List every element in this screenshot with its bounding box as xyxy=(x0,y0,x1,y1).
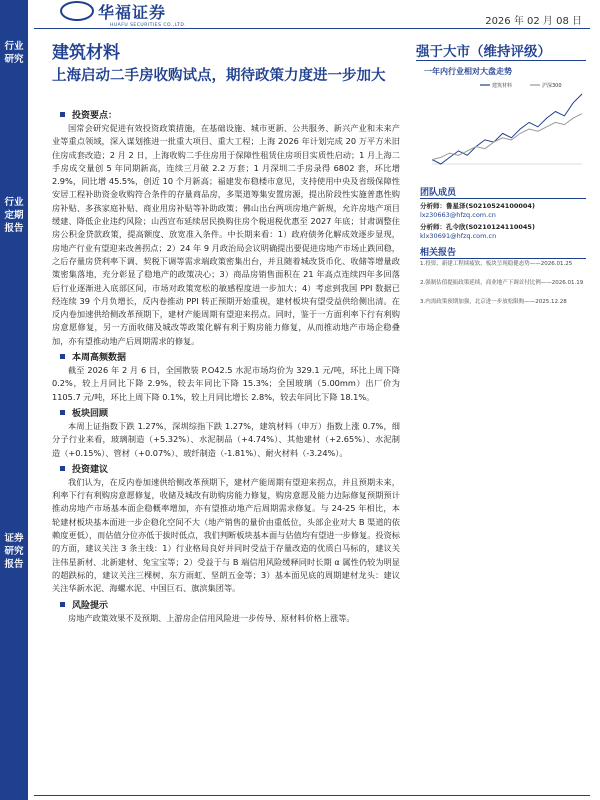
series-line-2 xyxy=(432,114,582,160)
logo-emblem-icon xyxy=(60,1,94,21)
sidebar-label-3: 证券研究报告 xyxy=(4,533,24,570)
chart-caption: 一年内行业相对大盘走势 xyxy=(424,67,512,76)
report-body xyxy=(52,106,400,625)
section-investment-points xyxy=(52,108,400,348)
section-paragraph: 我们认为，在反内卷加速供给侧改革预期下，建材产能周期有望迎来拐点，并且预期未来，利率下行有利购房意愿修复，收储及城改有助购房能力修复，购房意愿及能力边际修复预期预计推动房地产市场基本面企稳概率增加，亦有望推动地产后周期需求修复。与 24-25 年相比，本轮建材板块基本面进一步企稳化空间不大（地产销售的量价由重低位，头部企业对大 B 渠道的依赖度更低），而估值分位亦低于拔时低点，我们判断板块基本面与估值均有望进一步修复。投资标的方面，建议关注 3 条主线：1）行业格局良好并同时受益于存量改造的优质白马标的，建议关注伟星新材、北新建材、兔宝宝等；2）受益于与 B 端信用风险缓释同时长期 α 属性仍较为明显的超跌标的，建议关注三棵树、东方雨虹、坚朗五金等；3）基本面见底的周期建材龙头：建议关注华新水泥、海螺水泥、中国巨石、旗滨集团等。 xyxy=(52,476,400,594)
section-title: 投资要点： xyxy=(52,108,400,121)
section-high-frequency-data xyxy=(52,350,400,404)
related-item-1[interactable]: 1.投资、新建工程续疲软，板块呈现稳健态势——2026.01.25 xyxy=(420,261,573,267)
related-item-2[interactable]: 2.强制估值提振政策延续，商业地产下调首付比例——2026.01.19 xyxy=(420,280,584,286)
sidebar-label-2: 行业定期报告 xyxy=(4,197,24,234)
series-line-1 xyxy=(432,94,582,164)
legend-label: 沪深300 xyxy=(542,83,562,89)
analyst-name: 孔令欣(S0210124110045) xyxy=(446,223,535,231)
rating-badge: 强于大市（维持评级） xyxy=(416,44,551,60)
sidebar-label-1: 行业研究 xyxy=(4,41,24,65)
rating-divider xyxy=(416,60,586,61)
analyst-role: 分析师： xyxy=(420,223,446,231)
analyst-2 xyxy=(420,222,535,231)
analyst-email[interactable]: klx30691@hfzq.com.cn xyxy=(420,232,497,240)
report-title: 上海启动二手房收购试点，期待政策力度进一步加大 xyxy=(52,68,386,84)
header-divider xyxy=(34,28,590,29)
section-paragraph: 国常会研究促进有效投资政策措施，在基础设施、城市更新、公共服务、新兴产业和未来产业等重点领域，深入谋划推进一批重大项目、重大工程；上海 2026 年计划完成 20 万平方米旧住房成套改造；2 月 2 日，上海收购二手住房用于保障性租赁住房项目实质性启动；1 月上海二手房成交量创 5 年同期新高，连续三月破 2.2 万套；1 月深圳二手房录得 6802 套，环比增 2.9%，同比增 45.5%，创近 10 个月新高；福建发布稳楼市意见，支持使用中央及省级保障性安居工程补助资金收购符合条件的存量商品房，多渠道筹集安置房源，提出阶段性实施普惠性购房补贴、多孩家庭补贴、商业用房补贴等补助政策；佛山出台两项房地产新规，允许房地产项目缓建、降低企业违约风险；山西宣布延续居民换购住房个税退税优惠至 2027 年底；甘肃调整住房公积金贷款政策，提高额度、放宽准入条件。中长期来看：1）政府债务化解成效逐步显现，房地产行业有望迎来改善拐点；2）24 年 9 月政治局会议明确提出要促进房地产市场止跌回稳，之后存量房贷利率下调、契税下调等需求端政策密集出台，并且随着城改货币化、收储等增量政策密集落地，充分彰显了稳地产的政策决心；3）商品房销售面积在 21 年高点连续四年多回落后行业逐渐进入底部区间，市场对政策宽松的敏感程度进一步加大；4）考虑到我国 PPI 数据已经连续 39 个月负增长，反内卷推动 PPI 转正预期开始重视，建材板块有望受益供给侧出清。在反内卷加速供给侧改革预期下，建材产能周期有望迎来拐点。同时，鉴于一方面利率下行有利购房意愿修复，另一方面收储及城改等政策化解有利于购房能力修复，从而推动地产市场企稳叠加，亦有望推动地产后周期需求的修复。 xyxy=(52,123,400,346)
section-risk-warning xyxy=(52,598,400,625)
analyst-email[interactable]: lxz30663@hfzq.com.cn xyxy=(420,211,496,219)
team-divider xyxy=(420,198,586,199)
relative-performance-chart xyxy=(428,80,586,170)
section-investment-advice xyxy=(52,462,400,596)
analyst-1 xyxy=(420,201,535,210)
report-date: 2026 年 02 月 08 日 xyxy=(485,16,582,27)
section-title: 板块回顾 xyxy=(52,406,400,419)
section-paragraph: 本周上证指数下跌 1.27%，深圳综指下跌 1.27%，建筑材料（申万）指数上涨 0.7%，细分子行业来看，玻璃制造（+5.32%）、水泥制品（+4.74%）、其他建材（+2.65%）、水泥制造（+0.15%）、管材（+0.07%）、玻纤制造（-1.81%）、耐火材料（-3.24%）。 xyxy=(52,420,400,458)
brand-logo xyxy=(60,0,166,22)
analyst-role: 分析师： xyxy=(420,202,446,210)
left-sidebar xyxy=(0,0,28,800)
related-divider xyxy=(420,258,586,259)
section-paragraph: 房地产政策效果不及预期、上游房企信用风险进一步传导、原材料价格上涨等。 xyxy=(68,612,355,623)
section-paragraph: 截至 2026 年 2 月 6 日，全国散装 P.O42.5 水泥市场均价为 329.1 元/吨，环比上周下降 0.2%，较上月同比下降 2.9%，较去年同比下降 15.3%；全国玻璃（5.00mm）出厂价为 1105.7 元/吨，环比上周下降 0.1%，较上月同比增长 2.8%，较去年同比下降 18.1%。 xyxy=(52,365,400,402)
logo-english: HUAFU SECURITIES CO.,LTD. xyxy=(110,23,187,28)
section-title: 投资建议 xyxy=(52,462,400,475)
related-heading: 相关报告 xyxy=(420,248,457,258)
team-heading: 团队成员 xyxy=(420,188,457,198)
analyst-name: 鲁星泽(S0210524100004) xyxy=(446,202,535,210)
logo-text: 华福证券 xyxy=(98,2,167,22)
related-item-3[interactable]: 3.内需政策预期加强，北京进一步放松限购——2025.12.28 xyxy=(420,299,567,305)
industry-name: 建筑材料 xyxy=(52,43,120,63)
section-title: 本周高频数据 xyxy=(52,350,400,363)
section-title: 风险提示 xyxy=(52,598,400,611)
legend-label: 建筑材料 xyxy=(492,83,513,89)
footer-divider xyxy=(34,795,590,796)
section-sector-review xyxy=(52,406,400,460)
